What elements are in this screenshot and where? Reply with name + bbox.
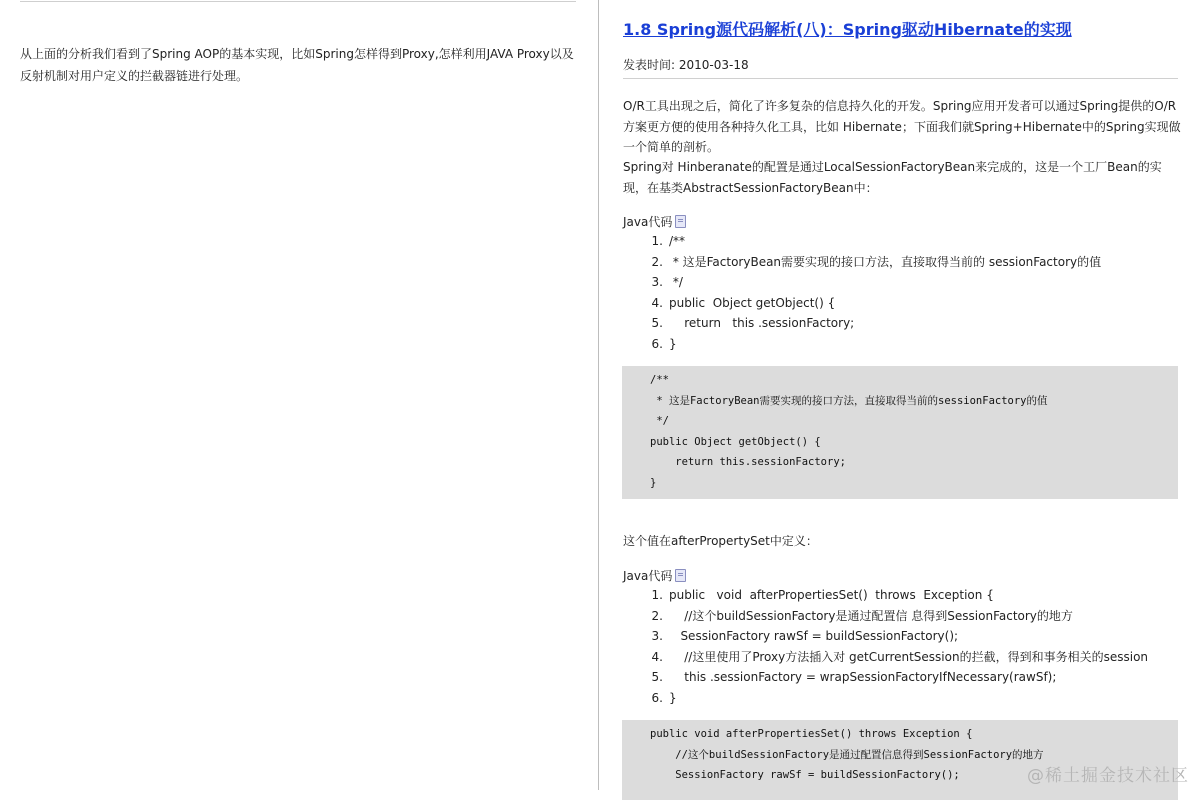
copy-code-icon[interactable] bbox=[675, 215, 686, 228]
publish-date: 发表时间: 2010-03-18 bbox=[623, 58, 749, 72]
code-line bbox=[645, 272, 1101, 293]
code-block-line: SessionFactory rawSf = buildSessionFactory(); bbox=[650, 769, 960, 781]
code-block-line: return this.sessionFactory; bbox=[650, 456, 846, 468]
line-code: //这里使用了Proxy方法插入对 getCurrentSession的拦截，得到和事务相关的session bbox=[669, 649, 1149, 664]
intro-paragraph: O/R工具出现之后，简化了许多复杂的信息持久化的开发。Spring应用开发者可以通过Spring提供的O/R方案更方便的使用各种持久化工具，比如 Hibernate；下面我们就Spring+Hibernate中的Spring实现做一个简单的剖析。 bbox=[623, 99, 1181, 154]
code-block-line: } bbox=[650, 476, 657, 489]
code-line bbox=[645, 231, 1101, 252]
code-block-line: /** bbox=[650, 374, 669, 386]
line-number: 6. bbox=[651, 690, 663, 705]
line-code: return this .sessionFactory; bbox=[669, 316, 855, 330]
line-code: public void afterPropertiesSet() throws Exception { bbox=[669, 588, 994, 602]
line-code: */ bbox=[669, 275, 683, 289]
code-line bbox=[645, 334, 1101, 355]
code-block-line: */ bbox=[650, 415, 669, 427]
code-line bbox=[645, 688, 1148, 709]
code-line bbox=[645, 293, 1101, 314]
line-number: 5. bbox=[651, 670, 663, 684]
line-number: 4. bbox=[651, 649, 663, 664]
code-block-line: public void afterPropertiesSet() throws Exception { bbox=[650, 728, 973, 740]
line-code: //这个buildSessionFactory是通过配置信 息得到SessionFactory的地方 bbox=[669, 608, 1073, 623]
afterproperties-text: 这个值在afterPropertySet中定义： bbox=[623, 534, 818, 548]
right-page bbox=[600, 0, 1199, 790]
code-label-1 bbox=[623, 213, 686, 230]
line-number: 2. bbox=[651, 254, 663, 269]
code-listing-2 bbox=[645, 585, 1148, 708]
line-number: 4. bbox=[651, 295, 663, 310]
code-line bbox=[645, 252, 1101, 273]
code-line bbox=[645, 585, 1148, 606]
line-code: /** bbox=[669, 234, 686, 248]
line-code: SessionFactory rawSf = buildSessionFactory(); bbox=[669, 629, 959, 643]
line-code: } bbox=[669, 336, 677, 351]
line-number: 1. bbox=[651, 234, 663, 248]
code-block-line: public Object getObject() { bbox=[650, 435, 821, 448]
code-line bbox=[645, 313, 1101, 334]
code-label-2 bbox=[623, 567, 686, 584]
article-title-link[interactable]: 1.8 Spring源代码解析(八)：Spring驱动Hibernate的实现 bbox=[623, 20, 1072, 39]
line-number: 3. bbox=[651, 275, 663, 289]
code-block-1 bbox=[622, 366, 1178, 499]
line-number: 6. bbox=[651, 336, 663, 351]
line-number: 3. bbox=[651, 629, 663, 643]
line-code: this .sessionFactory = wrapSessionFactoryIfNecessary(rawSf); bbox=[669, 670, 1057, 684]
line-code: * 这是FactoryBean需要实现的接口方法，直接取得当前的 sessionFactory的值 bbox=[669, 254, 1102, 269]
title-divider bbox=[623, 78, 1178, 79]
code-line bbox=[645, 647, 1148, 668]
code-line bbox=[645, 626, 1148, 647]
code-block-line: * 这是FactoryBean需要实现的接口方法，直接取得当前的sessionFactory的值 bbox=[650, 394, 1048, 407]
copy-code-icon[interactable] bbox=[675, 569, 686, 582]
line-number: 1. bbox=[651, 588, 663, 602]
code-block-line: //这个buildSessionFactory是通过配置信息得到SessionFactory的地方 bbox=[650, 748, 1044, 761]
code-line bbox=[645, 667, 1148, 688]
watermark: @稀土掘金技术社区 bbox=[1027, 766, 1189, 786]
code-block-2 bbox=[622, 720, 1178, 800]
code-listing-1 bbox=[645, 231, 1101, 354]
line-number: 5. bbox=[651, 316, 663, 330]
code-line bbox=[645, 606, 1148, 627]
left-paragraph: 从上面的分析我们看到了Spring AOP的基本实现，比如Spring怎样得到Proxy,怎样利用JAVA Proxy以及反射机制对用户定义的拦截器链进行处理。 bbox=[20, 47, 574, 83]
page-divider bbox=[598, 0, 599, 790]
line-code: public Object getObject() { bbox=[669, 295, 836, 310]
config-paragraph: Spring对 Hinberanate的配置是通过LocalSessionFactoryBean来完成的，这是一个工厂Bean的实现，在基类AbstractSessionFactoryBean中： bbox=[623, 160, 1162, 195]
top-divider bbox=[20, 1, 576, 2]
code-label-text: Java代码 bbox=[623, 215, 673, 229]
left-page bbox=[0, 0, 598, 790]
code-label-text: Java代码 bbox=[623, 569, 673, 583]
line-code: } bbox=[669, 690, 677, 705]
line-number: 2. bbox=[651, 608, 663, 623]
